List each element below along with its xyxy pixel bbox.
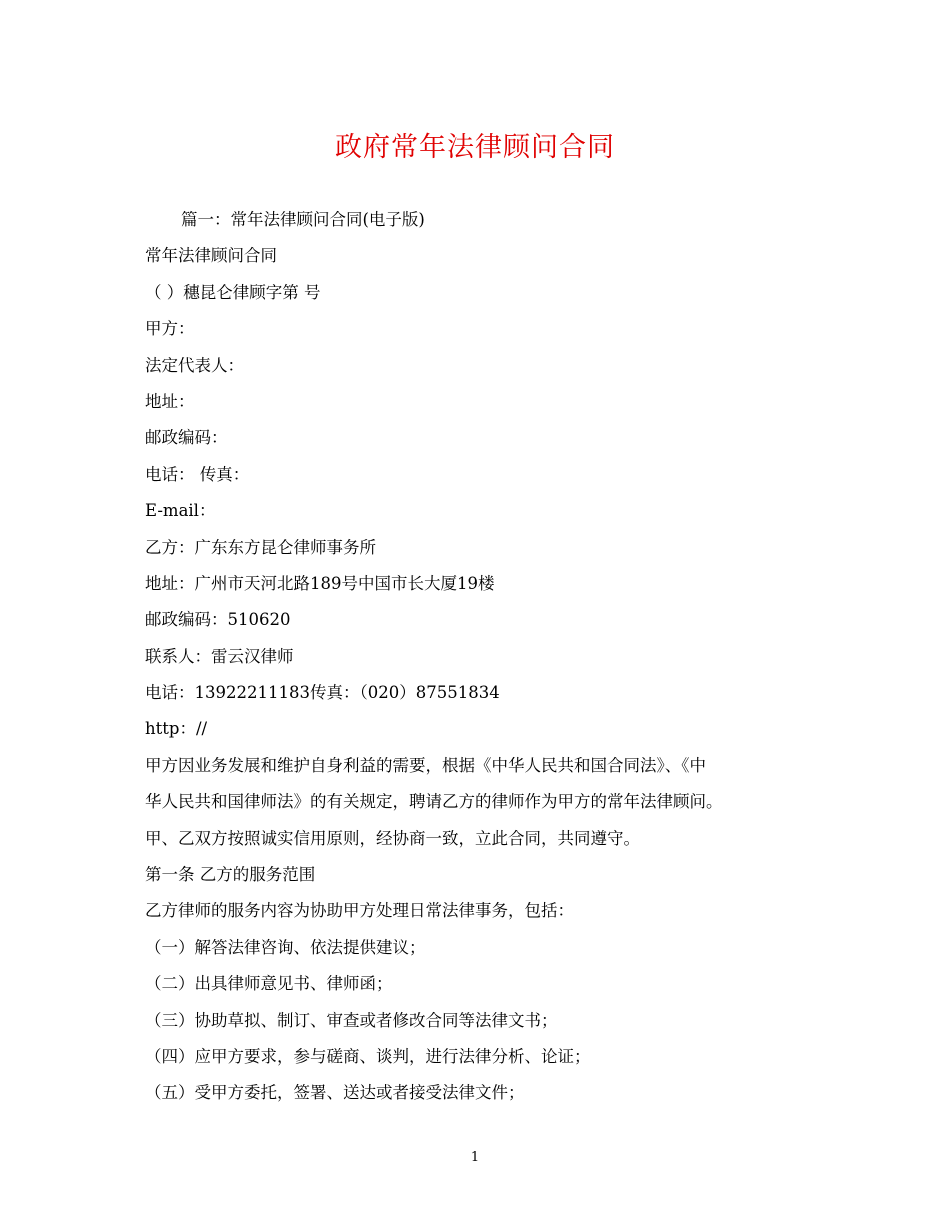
article-heading: 第一条 乙方的服务范围 [145, 865, 316, 885]
legal-representative-label: 法定代表人： [145, 355, 244, 375]
list-item: （三）协助草拟、制订、审查或者修改合同等法律文书； [145, 1010, 558, 1030]
party-b-phone-fax: 电话：13922211183传真：（020）87551834 [145, 683, 500, 703]
party-a-postcode-label: 邮政编码： [145, 428, 228, 448]
list-item: （一）解答法律咨询、依法提供建议； [145, 937, 426, 957]
paragraph-line: 乙方律师的服务内容为协助甲方处理日常法律事务，包括： [145, 901, 574, 921]
document-title: 政府常年法律顾问合同 [335, 132, 615, 163]
party-a-address-label: 地址： [145, 391, 195, 411]
party-b-name: 乙方：广东东方昆仑律师事务所 [145, 537, 376, 557]
section-heading: 篇一：常年法律顾问合同(电子版) [181, 210, 425, 229]
party-b-contact: 联系人：雷云汉律师 [145, 646, 294, 666]
party-b-postcode: 邮政编码：510620 [145, 610, 291, 630]
document-body [145, 202, 805, 1112]
paragraph-line: 华人民共和国律师法》的有关规定，聘请乙方的律师作为甲方的常年法律顾问。 [145, 792, 723, 812]
party-b-website: http：// [145, 719, 208, 739]
party-a-label: 甲方： [145, 319, 195, 339]
party-a-phone-fax-label: 电话： 传真： [145, 464, 250, 484]
party-a-email-label: E-mail： [145, 501, 216, 521]
list-item: （二）出具律师意见书、律师函； [145, 974, 393, 994]
page-number: 1 [470, 1150, 480, 1165]
list-item: （五）受甲方委托，签署、送达或者接受法律文件； [145, 1083, 525, 1103]
contract-name: 常年法律顾问合同 [145, 246, 277, 266]
contract-number: （ ）穗昆仑律顾字第 号 [145, 282, 321, 302]
paragraph-line: 甲、乙双方按照诚实信用原则，经协商一致，立此合同，共同遵守。 [145, 828, 640, 848]
party-b-address: 地址：广州市天河北路189号中国市长大厦19楼 [145, 573, 495, 593]
paragraph-line: 甲方因业务发展和维护自身利益的需要，根据《中华人民共和国合同法》、《中 [145, 755, 706, 775]
list-item: （四）应甲方要求，参与磋商、谈判，进行法律分析、论证； [145, 1046, 591, 1066]
